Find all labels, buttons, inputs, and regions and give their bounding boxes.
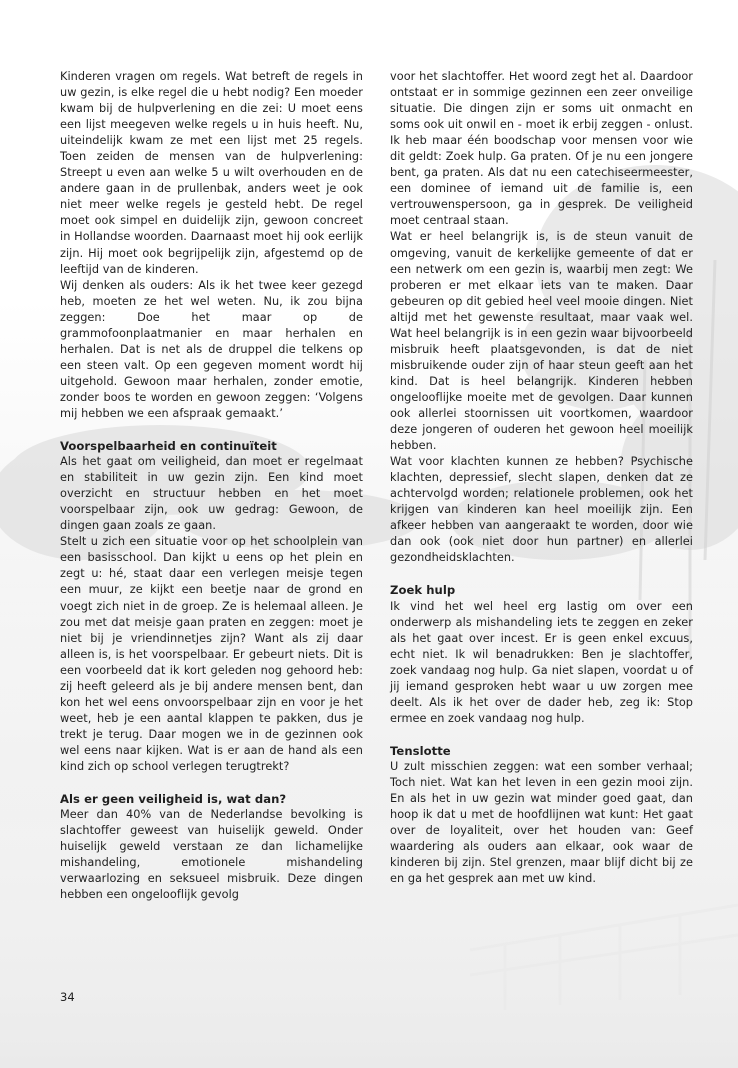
page-number: 34 — [60, 990, 75, 1004]
left-column — [60, 69, 363, 903]
right-column — [390, 69, 693, 887]
paragraph: Wat voor klachten kunnen ze hebben? Psychische klachten, depressief, slecht slapen, denken dat ze achtervolgd worden; relationele problemen, ook het krijgen van kinderen kan heel moeilijk zijn. Een afkeer hebben van aangeraakt te worden, door wie dan ook (ook niet door hun partner) en allerlei gezondheidsklachten. — [390, 455, 693, 565]
paragraph: voor het slachtoffer. Het woord zegt het al. Daardoor ontstaat er in sommige gezinnen een zeer onveilige situatie. Die dingen zijn er soms uit onmacht en soms ook uit onwil en - moet ik erbij zeggen - onlust. Ik heb maar één boodschap voor mensen voor wie dit geldt: Zoek hulp. Ga praten. Of je nu een jongere bent, ga praten. Als dat nu een catechiseermeester, een dominee of iemand uit de familie is, een vertrouwenspersoon, ga in gesprek. De veiligheid moet centraal staan. — [390, 70, 693, 228]
paragraph: Wij denken als ouders: Als ik het twee keer gezegd heb, moeten ze het wel weten. Nu, ik zou bijna zeggen: Doe het maar op de grammofoonplaatmanier en maar herhalen en herhalen. Dat is net als de druppel die telkens op een steen valt. Op een gegeven moment wordt hij uitgehold. Gewoon maar herhalen, zonder emotie, zonder boos te worden en gewoon zeggen: ‘Volgens mij hebben we een afspraak gemaakt.’ — [60, 278, 363, 420]
section-heading: Voorspelbaarheid en continuïteit — [60, 439, 277, 454]
paragraph: Kinderen vragen om regels. Wat betreft de regels in uw gezin, is elke regel die u hebt nodig? Een moeder kwam bij de hulpverlening en die zei: U moet eens een lijst meegeven welke regels u in huis heeft. Nu, uiteindelijk kwam ze met een lijst met 25 regels. Toen zeiden de mensen van de hulpverlening: Streept u even aan welke 5 u wilt overhouden en de andere gaan in de prullenbak, anders weet je ook niet meer welke regels je gesteld hebt. De regel moet ook simpel en duidelijk zijn, gewoon concreet in Hollandse woorden. Daarnaast moet hij ook eerlijk zijn. Hij moet ook begrijpelijk zijn, afgestemd op de leeftijd van de kinderen. — [60, 70, 363, 276]
paragraph: Ik vind het wel heel erg lastig om over een onderwerp als mishandeling iets te zeggen en zeker als het gaat over incest. Er is geen enkel excuus, echt niet. Ik wil benadrukken: Ben je slachtoffer, zoek vandaag nog hulp. Ga niet slapen, voordat u of jij iemand gesproken hebt waar u uw zorgen mee deelt. Als ik het over de dader heb, zeg ik: Stop ermee en zoek vandaag nog hulp. — [390, 599, 693, 725]
section-heading: Tenslotte — [390, 743, 451, 758]
paragraph: U zult misschien zeggen: wat een somber verhaal; Toch niet. Wat kan het leven in een gezin mooi zijn. En als het in uw gezin wat minder goed gaat, dan hoop ik dat u met de hoofdlijnen wat kunt: Het gaat over de loyaliteit, over het houden van: Geef waardering als ouders aan elkaar, ook waar de kinderen bij zijn. Stel grenzen, maar blijf dicht bij ze en ga het gesprek aan met uw kind. — [390, 759, 693, 886]
paragraph: Als het gaat om veiligheid, dan moet er regelmaat en stabiliteit in uw gezin zijn. Een kind moet overzicht en structuur hebben en het moet voorspelbaar zijn, ook uw gedrag: Gewoon, de dingen gaan zoals ze gaan. — [60, 455, 363, 533]
paragraph: Meer dan 40% van de Nederlandse bevolking is slachtoffer geweest van huiselijk geweld. Onder huiselijk geweld verstaan ze dan lichamelijke mishandeling, emotionele mishandeling verwaarlozing en seksueel misbruik. Deze dingen hebben een ongelooflijk gevolg — [60, 808, 363, 902]
section-heading: Als er geen veiligheid is, wat dan? — [60, 792, 287, 807]
paragraph: Stelt u zich een situatie voor op het schoolplein van een basisschool. Dan kijkt u eens op het plein en zegt u: hé, staat daar een verlegen meisje tegen een muur, ze kijkt een beetje naar de grond en voegt zich niet in de groep. Ze is helemaal alleen. Je zou met dat meisje gaan praten en zeggen: moet je niet bij je vriendinnetjes zijn? Want als zij daar alleen is, is het voorspelbaar. Er gebeurt niets. Dit is een voorbeeld dat ik kort geleden nog gehoord heb: zij heeft geleerd als je bij andere mensen bent, dan kon het wel eens onvoorspelbaar zijn en voor je het weet, heb je een aantal klappen te pakken, dus je trekt je terug. Daar mogen we in de gezinnen ook wel eens naar kijken. Wat is er aan de hand als een kind zich op school verlegen terugtrekt? — [60, 535, 363, 773]
paragraph: Wat er heel belangrijk is, is de steun vanuit de omgeving, vanuit de kerkelijke gemeente of dat er een netwerk om een gezin is, waarbij men zegt: We proberen er met elkaar iets van te maken. Daar gebeuren op dit gebied heel veel mooie dingen. Niet altijd met het gewenste resultaat, maar vaak wel. Wat heel belangrijk is in een gezin waar bijvoorbeeld misbruik heeft plaatsgevonden, is dat de niet misbruikende ouder zijn of haar steun geeft aan het kind. Dat is heel belangrijk. Kinderen hebben ongelooflijke moeite met de gevolgen. Daar kunnen ook allerlei stoornissen uit voortkomen, waardoor deze jongeren of ouderen het gewoon heel moeilijk hebben. — [390, 230, 693, 453]
section-heading: Zoek hulp — [390, 583, 456, 598]
